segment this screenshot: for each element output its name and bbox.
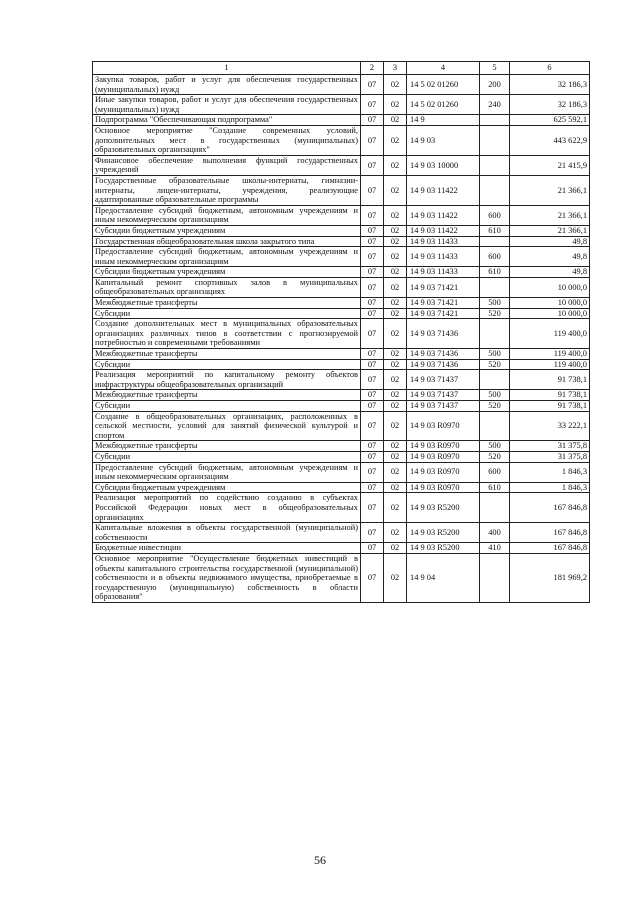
row-name-cell: Создание в общеобразовательных организациях, расположенных в сельской местности, условий для занятий физической культурой и спортом xyxy=(93,411,361,441)
budget-table xyxy=(92,61,590,603)
row-target-article-cell: 14 9 03 71421 xyxy=(407,277,480,297)
row-expense-type-cell: 500 xyxy=(480,390,510,401)
row-expense-type-cell xyxy=(480,125,510,155)
row-section-cell: 07 xyxy=(361,349,384,360)
row-target-article-cell: 14 9 03 R5200 xyxy=(407,543,480,554)
row-name-cell: Создание дополнительных мест в муниципальных образовательных организациях различных типов в соответствии с прогнозируемой потребностью и современными требованиями xyxy=(93,319,361,349)
table-row xyxy=(93,349,590,360)
row-section-cell: 07 xyxy=(361,125,384,155)
table-row xyxy=(93,298,590,309)
row-target-article-cell: 14 9 03 10000 xyxy=(407,155,480,175)
row-expense-type-cell xyxy=(480,411,510,441)
row-section-cell: 07 xyxy=(361,411,384,441)
header-col-1: 1 xyxy=(93,62,361,75)
row-expense-type-cell: 600 xyxy=(480,462,510,482)
row-name-cell: Основное мероприятие "Осуществление бюджетных инвестиций в объекты капитального строительства государственной (муниципальной) собственности и в объекты недвижимого имущества, приобретаемые в государственную (муниципальную) собственность в области образования" xyxy=(93,553,361,602)
row-name-cell: Межбюджетные трансферты xyxy=(93,441,361,452)
row-expense-type-cell: 410 xyxy=(480,543,510,554)
table-row xyxy=(93,451,590,462)
table-row xyxy=(93,95,590,115)
row-target-article-cell: 14 5 02 01260 xyxy=(407,95,480,115)
row-section-cell: 07 xyxy=(361,543,384,554)
row-amount-cell: 49,8 xyxy=(510,247,590,267)
row-target-article-cell: 14 9 04 xyxy=(407,553,480,602)
row-expense-type-cell xyxy=(480,319,510,349)
table-row xyxy=(93,482,590,493)
row-name-cell: Межбюджетные трансферты xyxy=(93,298,361,309)
table-row xyxy=(93,319,590,349)
row-name-cell: Закупка товаров, работ и услуг для обеспечения государственных (муниципальных) нужд xyxy=(93,75,361,95)
header-col-5: 5 xyxy=(480,62,510,75)
row-section-cell: 07 xyxy=(361,462,384,482)
table-row xyxy=(93,205,590,225)
row-name-cell: Субсидии xyxy=(93,308,361,319)
row-target-article-cell: 14 9 03 11422 xyxy=(407,175,480,205)
row-amount-cell: 33 222,1 xyxy=(510,411,590,441)
row-target-article-cell: 14 9 03 71437 xyxy=(407,401,480,412)
row-subsection-cell: 02 xyxy=(384,319,407,349)
row-section-cell: 07 xyxy=(361,247,384,267)
row-name-cell: Капитальные вложения в объекты государственной (муниципальной) собственности xyxy=(93,523,361,543)
table-row xyxy=(93,441,590,452)
row-subsection-cell: 02 xyxy=(384,411,407,441)
header-row xyxy=(93,62,590,75)
row-amount-cell: 119 400,0 xyxy=(510,359,590,370)
table-row xyxy=(93,225,590,236)
row-expense-type-cell: 500 xyxy=(480,349,510,360)
row-target-article-cell: 14 9 03 R0970 xyxy=(407,482,480,493)
table-row xyxy=(93,543,590,554)
row-subsection-cell: 02 xyxy=(384,205,407,225)
row-subsection-cell: 02 xyxy=(384,462,407,482)
table-row xyxy=(93,75,590,95)
row-target-article-cell: 14 9 03 11422 xyxy=(407,225,480,236)
row-amount-cell: 32 186,3 xyxy=(510,75,590,95)
row-target-article-cell: 14 9 03 xyxy=(407,125,480,155)
row-expense-type-cell: 600 xyxy=(480,247,510,267)
page-number: 56 xyxy=(314,853,326,867)
row-amount-cell: 10 000,0 xyxy=(510,298,590,309)
row-amount-cell: 91 738,1 xyxy=(510,401,590,412)
row-subsection-cell: 02 xyxy=(384,451,407,462)
row-subsection-cell: 02 xyxy=(384,553,407,602)
table-row xyxy=(93,401,590,412)
row-subsection-cell: 02 xyxy=(384,441,407,452)
row-expense-type-cell xyxy=(480,115,510,126)
row-section-cell: 07 xyxy=(361,115,384,126)
row-subsection-cell: 02 xyxy=(384,370,407,390)
row-name-cell: Иные закупки товаров, работ и услуг для обеспечения государственных (муниципальных) нужд xyxy=(93,95,361,115)
row-name-cell: Государственные образовательные школы-интернаты, гимназии-интернаты, лицеи-интернаты, учреждения, реализующие адаптированные образовательные программы xyxy=(93,175,361,205)
row-name-cell: Капитальный ремонт спортивных залов в муниципальных общеобразовательных организациях xyxy=(93,277,361,297)
row-amount-cell: 21 366,1 xyxy=(510,225,590,236)
row-section-cell: 07 xyxy=(361,390,384,401)
row-name-cell: Бюджетные инвестиции xyxy=(93,543,361,554)
row-subsection-cell: 02 xyxy=(384,75,407,95)
row-section-cell: 07 xyxy=(361,205,384,225)
row-name-cell: Субсидии бюджетным учреждениям xyxy=(93,225,361,236)
table-row xyxy=(93,553,590,602)
row-subsection-cell: 02 xyxy=(384,493,407,523)
row-expense-type-cell xyxy=(480,493,510,523)
row-expense-type-cell: 610 xyxy=(480,225,510,236)
row-target-article-cell: 14 9 03 R5200 xyxy=(407,493,480,523)
row-amount-cell: 31 375,8 xyxy=(510,441,590,452)
row-subsection-cell: 02 xyxy=(384,401,407,412)
row-section-cell: 07 xyxy=(361,236,384,247)
row-amount-cell: 49,8 xyxy=(510,267,590,278)
row-expense-type-cell: 400 xyxy=(480,523,510,543)
row-subsection-cell: 02 xyxy=(384,155,407,175)
row-subsection-cell: 02 xyxy=(384,247,407,267)
row-expense-type-cell: 520 xyxy=(480,359,510,370)
row-name-cell: Субсидии xyxy=(93,451,361,462)
row-amount-cell: 625 592,1 xyxy=(510,115,590,126)
row-amount-cell: 1 846,3 xyxy=(510,462,590,482)
row-section-cell: 07 xyxy=(361,493,384,523)
row-section-cell: 07 xyxy=(361,482,384,493)
row-section-cell: 07 xyxy=(361,308,384,319)
header-col-3: 3 xyxy=(384,62,407,75)
row-section-cell: 07 xyxy=(361,401,384,412)
row-name-cell: Основное мероприятие "Создание современных условий, дополнительных мест в государственных (муниципальных) образовательных организациях" xyxy=(93,125,361,155)
row-subsection-cell: 02 xyxy=(384,308,407,319)
row-amount-cell: 167 846,8 xyxy=(510,493,590,523)
header-col-4: 4 xyxy=(407,62,480,75)
table-header xyxy=(93,62,590,75)
row-amount-cell: 119 400,0 xyxy=(510,349,590,360)
row-section-cell: 07 xyxy=(361,359,384,370)
row-expense-type-cell: 610 xyxy=(480,267,510,278)
row-amount-cell: 1 846,3 xyxy=(510,482,590,493)
table-row xyxy=(93,175,590,205)
row-amount-cell: 91 738,1 xyxy=(510,370,590,390)
row-target-article-cell: 14 9 03 R0970 xyxy=(407,441,480,452)
row-subsection-cell: 02 xyxy=(384,267,407,278)
row-name-cell: Реализация мероприятий по капитальному ремонту объектов инфраструктуры общеобразовательных организаций xyxy=(93,370,361,390)
row-target-article-cell: 14 9 03 11433 xyxy=(407,236,480,247)
row-subsection-cell: 02 xyxy=(384,225,407,236)
row-name-cell: Субсидии бюджетным учреждениям xyxy=(93,267,361,278)
row-section-cell: 07 xyxy=(361,95,384,115)
row-section-cell: 07 xyxy=(361,451,384,462)
row-section-cell: 07 xyxy=(361,319,384,349)
row-expense-type-cell xyxy=(480,155,510,175)
row-subsection-cell: 02 xyxy=(384,523,407,543)
row-target-article-cell: 14 9 03 71436 xyxy=(407,349,480,360)
row-amount-cell: 167 846,8 xyxy=(510,523,590,543)
row-name-cell: Межбюджетные трансферты xyxy=(93,349,361,360)
row-section-cell: 07 xyxy=(361,277,384,297)
row-target-article-cell: 14 9 03 11433 xyxy=(407,247,480,267)
row-target-article-cell: 14 9 03 R5200 xyxy=(407,523,480,543)
row-target-article-cell: 14 9 03 71421 xyxy=(407,308,480,319)
row-expense-type-cell: 520 xyxy=(480,401,510,412)
row-target-article-cell: 14 9 03 71436 xyxy=(407,319,480,349)
row-amount-cell: 91 738,1 xyxy=(510,390,590,401)
row-target-article-cell: 14 9 03 11422 xyxy=(407,205,480,225)
row-expense-type-cell: 520 xyxy=(480,308,510,319)
header-col-6: 6 xyxy=(510,62,590,75)
row-subsection-cell: 02 xyxy=(384,543,407,554)
row-section-cell: 07 xyxy=(361,298,384,309)
table-row xyxy=(93,462,590,482)
table-row xyxy=(93,277,590,297)
table-row xyxy=(93,115,590,126)
row-expense-type-cell: 200 xyxy=(480,75,510,95)
row-subsection-cell: 02 xyxy=(384,115,407,126)
table-row xyxy=(93,359,590,370)
row-target-article-cell: 14 9 03 71436 xyxy=(407,359,480,370)
row-expense-type-cell xyxy=(480,175,510,205)
row-name-cell: Субсидии xyxy=(93,401,361,412)
row-target-article-cell: 14 9 xyxy=(407,115,480,126)
row-section-cell: 07 xyxy=(361,175,384,205)
row-subsection-cell: 02 xyxy=(384,175,407,205)
row-subsection-cell: 02 xyxy=(384,95,407,115)
table-body xyxy=(93,75,590,603)
table-row xyxy=(93,411,590,441)
row-amount-cell: 32 186,3 xyxy=(510,95,590,115)
row-section-cell: 07 xyxy=(361,225,384,236)
row-subsection-cell: 02 xyxy=(384,277,407,297)
row-section-cell: 07 xyxy=(361,523,384,543)
row-expense-type-cell: 520 xyxy=(480,451,510,462)
row-name-cell: Предоставление субсидий бюджетным, автономным учреждениям и иным некоммерческим организациям xyxy=(93,205,361,225)
row-expense-type-cell xyxy=(480,553,510,602)
row-name-cell: Реализация мероприятий по содействию созданию в субъектах Российской Федерации новых мест в общеобразовательных организациях xyxy=(93,493,361,523)
row-name-cell: Межбюджетные трансферты xyxy=(93,390,361,401)
table-row xyxy=(93,125,590,155)
row-target-article-cell: 14 9 03 71421 xyxy=(407,298,480,309)
row-target-article-cell: 14 9 03 R0970 xyxy=(407,462,480,482)
row-amount-cell: 31 375,8 xyxy=(510,451,590,462)
table-row xyxy=(93,155,590,175)
table-row xyxy=(93,370,590,390)
row-subsection-cell: 02 xyxy=(384,349,407,360)
row-expense-type-cell: 600 xyxy=(480,205,510,225)
row-expense-type-cell xyxy=(480,236,510,247)
row-amount-cell: 49,8 xyxy=(510,236,590,247)
row-subsection-cell: 02 xyxy=(384,482,407,493)
row-target-article-cell: 14 9 03 R0970 xyxy=(407,411,480,441)
row-amount-cell: 10 000,0 xyxy=(510,277,590,297)
row-subsection-cell: 02 xyxy=(384,390,407,401)
row-target-article-cell: 14 9 03 71437 xyxy=(407,370,480,390)
table-row xyxy=(93,308,590,319)
row-name-cell: Государственная общеобразовательная школа закрытого типа xyxy=(93,236,361,247)
row-amount-cell: 443 622,9 xyxy=(510,125,590,155)
row-name-cell: Предоставление субсидий бюджетным, автономным учреждениям и иным некоммерческим организациям xyxy=(93,462,361,482)
table-row xyxy=(93,247,590,267)
row-name-cell: Финансовое обеспечение выполнения функций государственных учреждений xyxy=(93,155,361,175)
header-col-2: 2 xyxy=(361,62,384,75)
row-section-cell: 07 xyxy=(361,553,384,602)
row-name-cell: Субсидии xyxy=(93,359,361,370)
table-row xyxy=(93,267,590,278)
row-section-cell: 07 xyxy=(361,370,384,390)
table-row xyxy=(93,390,590,401)
table-row xyxy=(93,523,590,543)
row-expense-type-cell: 500 xyxy=(480,298,510,309)
row-amount-cell: 21 415,9 xyxy=(510,155,590,175)
row-amount-cell: 21 366,1 xyxy=(510,175,590,205)
row-name-cell: Подпрограмма "Обеспечивающая подпрограмма" xyxy=(93,115,361,126)
row-expense-type-cell: 500 xyxy=(480,441,510,452)
row-target-article-cell: 14 9 03 71437 xyxy=(407,390,480,401)
row-amount-cell: 181 969,2 xyxy=(510,553,590,602)
row-subsection-cell: 02 xyxy=(384,298,407,309)
row-subsection-cell: 02 xyxy=(384,125,407,155)
table-row xyxy=(93,493,590,523)
row-target-article-cell: 14 9 03 11433 xyxy=(407,267,480,278)
row-section-cell: 07 xyxy=(361,155,384,175)
row-expense-type-cell xyxy=(480,277,510,297)
row-amount-cell: 10 000,0 xyxy=(510,308,590,319)
row-name-cell: Субсидии бюджетным учреждениям xyxy=(93,482,361,493)
table-row xyxy=(93,236,590,247)
row-target-article-cell: 14 5 02 01260 xyxy=(407,75,480,95)
row-section-cell: 07 xyxy=(361,441,384,452)
row-amount-cell: 119 400,0 xyxy=(510,319,590,349)
row-amount-cell: 167 846,8 xyxy=(510,543,590,554)
row-amount-cell: 21 366,1 xyxy=(510,205,590,225)
row-expense-type-cell xyxy=(480,370,510,390)
row-section-cell: 07 xyxy=(361,267,384,278)
row-expense-type-cell: 610 xyxy=(480,482,510,493)
row-expense-type-cell: 240 xyxy=(480,95,510,115)
row-subsection-cell: 02 xyxy=(384,236,407,247)
row-subsection-cell: 02 xyxy=(384,359,407,370)
row-target-article-cell: 14 9 03 R0970 xyxy=(407,451,480,462)
row-section-cell: 07 xyxy=(361,75,384,95)
row-name-cell: Предоставление субсидий бюджетным, автономным учреждениям и иным некоммерческим организациям xyxy=(93,247,361,267)
